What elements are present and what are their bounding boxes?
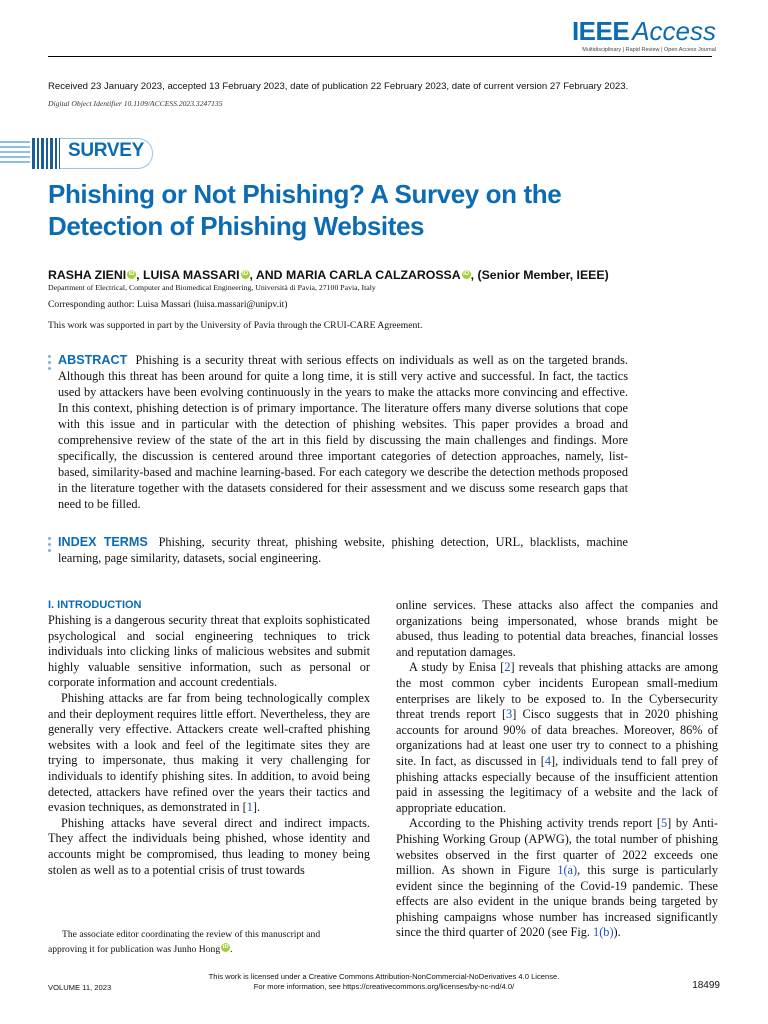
orcid-icon[interactable]: iD: [463, 271, 470, 277]
paragraph: A study by Enisa [2] reveals that phishing attacks are among the most common cyber incidents European small-medium enterprises are likely to be exposed to. In the Cybersecurity threat trends report [3] Cisco suggests that in 2020 phishing accounts for around 90% of data breaches. Moreover, 86% of organizations had at least one user try to connect to a phishing site. In fact, as discussed in [4], individuals tend to fall prey of phishing attacks especially because of the insufficient attention paid in assessing the legitimacy of a website and the lack of appropriate education.: [396, 660, 718, 815]
license-notice: [0, 972, 768, 992]
logo-ieee: IEEE: [571, 16, 630, 46]
abstract-label: ABSTRACT: [58, 353, 128, 367]
received-dates: Received 23 January 2023, accepted 13 February 2023, date of publication 22 February 2023, date of current version 27 February 2023.: [48, 81, 629, 92]
logo-tagline: Multidisciplinary | Rapid Review | Open Access Journal: [582, 47, 716, 53]
section-heading: I. INTRODUCTION: [48, 599, 142, 611]
paragraph-text: by Anti-Phishing Working Group (APWG), the total number of phishing websites observed in the first quarter of 2022 exceeds one million. As shown in Figure: [396, 816, 718, 878]
orcid-icon[interactable]: iD: [242, 271, 249, 277]
volume-label: VOLUME 11, 2023: [48, 983, 112, 992]
figure-link[interactable]: 1(a): [557, 863, 578, 878]
abstract: [58, 352, 628, 512]
citation-link[interactable]: 2: [504, 660, 511, 675]
paragraph-text: A study by Enisa: [409, 660, 501, 675]
license-line-2[interactable]: For more information, see https://creativecommons.org/licenses/by-nc-nd/4.0/: [253, 982, 515, 991]
paragraph-text: ).: [613, 925, 621, 940]
article-type-label: SURVEY: [68, 140, 144, 161]
citation-link[interactable]: 1: [246, 800, 253, 815]
body-column-right: [396, 598, 718, 941]
paragraph-text: , this surge is particularly evident since the beginning of the Covid-19 pandemic. These effects are also evident in the unique brands being targeted by phishing campaigns whose number has increased significantly since the third quarter of 2020 (see Fig.: [396, 863, 718, 940]
abstract-text: Phishing is a security threat with serious effects on individuals as well as on the targeted brands. Although this threat has been around for quite a long time, it is still very active and successful. In fact, the tactics used by attackers have been evolving continuously in the years to make the attacks more convincing and effective. In this context, phishing detection is of primary importance. The literature offers many diverse solutions that cope with this issue and in particular with the detection of phishing websites. This paper provides a broad and comprehensive review of the state of the art in this field by discussing the main challenges and findings. More specifically, the discussion is centered around three important categories of detection approaches, namely, list-based, similarity-based and machine learning-based. For each category we describe the detection methods proposed in the literature together with the datasets considered for their assessment and we discuss some research gaps that need to be filled.: [58, 353, 628, 511]
index-terms-label: INDEX TERMS: [58, 535, 148, 549]
paragraph-text: Phishing attacks are far from being technologically complex and their deployment requires little effort. Nevertheless, they are generally very effective. Attackers create well-crafted phishing websites with a look and feel of the legitimate sites they are trying to impersonate, thus making it very challenging for individuals to identify phishing sites. In addition, to avoid being detected, attackers have refined over the years their tactics and evasion techniques, as demonstrated in: [48, 690, 370, 815]
affiliation: Department of Electrical, Computer and Biomedical Engineering, Università di Pavia, 27100 Pavia, Italy: [48, 283, 376, 292]
title-line-2: Detection of Phishing Websites: [48, 211, 425, 241]
paragraph: Phishing attacks are far from being technologically complex and their deployment requires little effort. Nevertheless, they are generally very effective. Attackers create well-crafted phishing websites with a look and feel of the legitimate sites they are trying to impersonate, thus making it very challenging for individuals to identify phishing sites. In addition, to avoid being detected, attackers have refined over the years their tactics and evasion techniques, as demonstrated in [1].: [48, 690, 370, 815]
dotted-marker-icon: [48, 355, 51, 373]
citation-link[interactable]: 5: [661, 816, 668, 831]
header-rule: [48, 56, 712, 57]
paragraph: Phishing is a dangerous security threat that exploits sophisticated psychological and social engineering techniques to trick individuals into clicking links of malicious websites and submit highly valuable sensitive information, such as personal or corporate information and account credentials.: [48, 613, 370, 690]
citation-link[interactable]: 4: [544, 753, 552, 768]
logo-access: Access: [632, 16, 716, 46]
citation-link[interactable]: 3: [506, 707, 513, 722]
page-number: 18499: [692, 980, 720, 991]
paragraph-text: reveals that phishing attacks are among the most common cyber incidents European small-medium enterprises are likely to be exposed to. In the Cybersecurity threat trends report: [396, 660, 718, 722]
corresponding-author: Corresponding author: Luisa Massari (luisa.massari@unipv.it): [48, 299, 288, 310]
author-3: AND MARIA CARLA CALZAROSSA: [255, 268, 461, 282]
editor-footnote: [48, 927, 370, 957]
paragraph-text: According to the Phishing activity trends report: [409, 816, 657, 831]
body-column-left: [48, 598, 370, 878]
author-1: RASHA ZIENI: [48, 268, 127, 282]
orcid-icon[interactable]: iD: [128, 271, 135, 277]
author-list: RASHA ZIENI iD , LUISA MASSARI iD , AND MARIA CARLA CALZAROSSA iD , (Senior Member, IEEE): [48, 268, 609, 282]
doi: Digital Object Identifier 10.1109/ACCESS.2023.3247135: [48, 99, 223, 108]
article-title: [48, 178, 688, 242]
paragraph: Phishing attacks have several direct and indirect impacts. They affect the individuals being phished, whose identity and accounts might be compromised, thus leading to money being stolen as well as to a potential crisis of trust towards: [48, 815, 370, 877]
journal-logo: [572, 18, 716, 53]
license-line-1: This work is licensed under a Creative Commons Attribution-NonCommercial-NoDerivatives 4.0 License.: [208, 972, 560, 981]
title-line-1: Phishing or Not Phishing? A Survey on the: [48, 179, 562, 209]
funding-note: This work was supported in part by the University of Pavia through the CRUI-CARE Agreement.: [48, 320, 423, 331]
paragraph: According to the Phishing activity trends report [5] by Anti-Phishing Working Group (APWG), the total number of phishing websites observed in the first quarter of 2022 exceeds one million. As shown in Figure 1(a), this surge is particularly evident since the beginning of the Covid-19 pandemic. These effects are also evident in the unique brands being targeted by phishing campaigns whose number has increased significantly since the third quarter of 2020 (see Fig. 1(b)).: [396, 816, 718, 940]
figure-link[interactable]: 1(b): [593, 925, 614, 940]
footnote-end: .: [230, 944, 233, 955]
orcid-icon[interactable]: iD: [222, 944, 229, 950]
author-3-membership: , (Senior Member, IEEE): [470, 268, 609, 282]
paragraph-text: .: [257, 800, 261, 815]
index-terms-text: Phishing, security threat, phishing website, phishing detection, URL, blacklists, machine learning, page similarity, datasets, social engineering.: [58, 535, 628, 565]
article-type-banner: [0, 138, 160, 169]
footnote-line-2: approving it for publication was Junho Hong: [48, 944, 221, 955]
author-2: LUISA MASSARI: [142, 268, 240, 282]
paragraph: online services. These attacks also affect the companies and organizations being impersonated, whose brands might be abused, thus leading to potential data breaches, financial losses and reputation damages.: [396, 598, 718, 659]
paragraph-text: , individuals tend to fall prey of phishing attacks especially because of the insufficient attention paid in assessing the legitimacy of a website and the lack of appropriate education.: [396, 753, 718, 815]
paragraph-text: Cisco suggests that in 2020 phishing accounts for around 90% of data breaches. Moreover, 86% of organizations had at least one user try to connect to a phishing site. In fact, as discussed in: [396, 707, 718, 768]
index-terms: [58, 534, 628, 566]
barcode-stripes-icon: [0, 138, 64, 169]
footnote-line-1: The associate editor coordinating the review of this manuscript and: [62, 929, 321, 940]
dotted-marker-icon: [48, 537, 51, 555]
